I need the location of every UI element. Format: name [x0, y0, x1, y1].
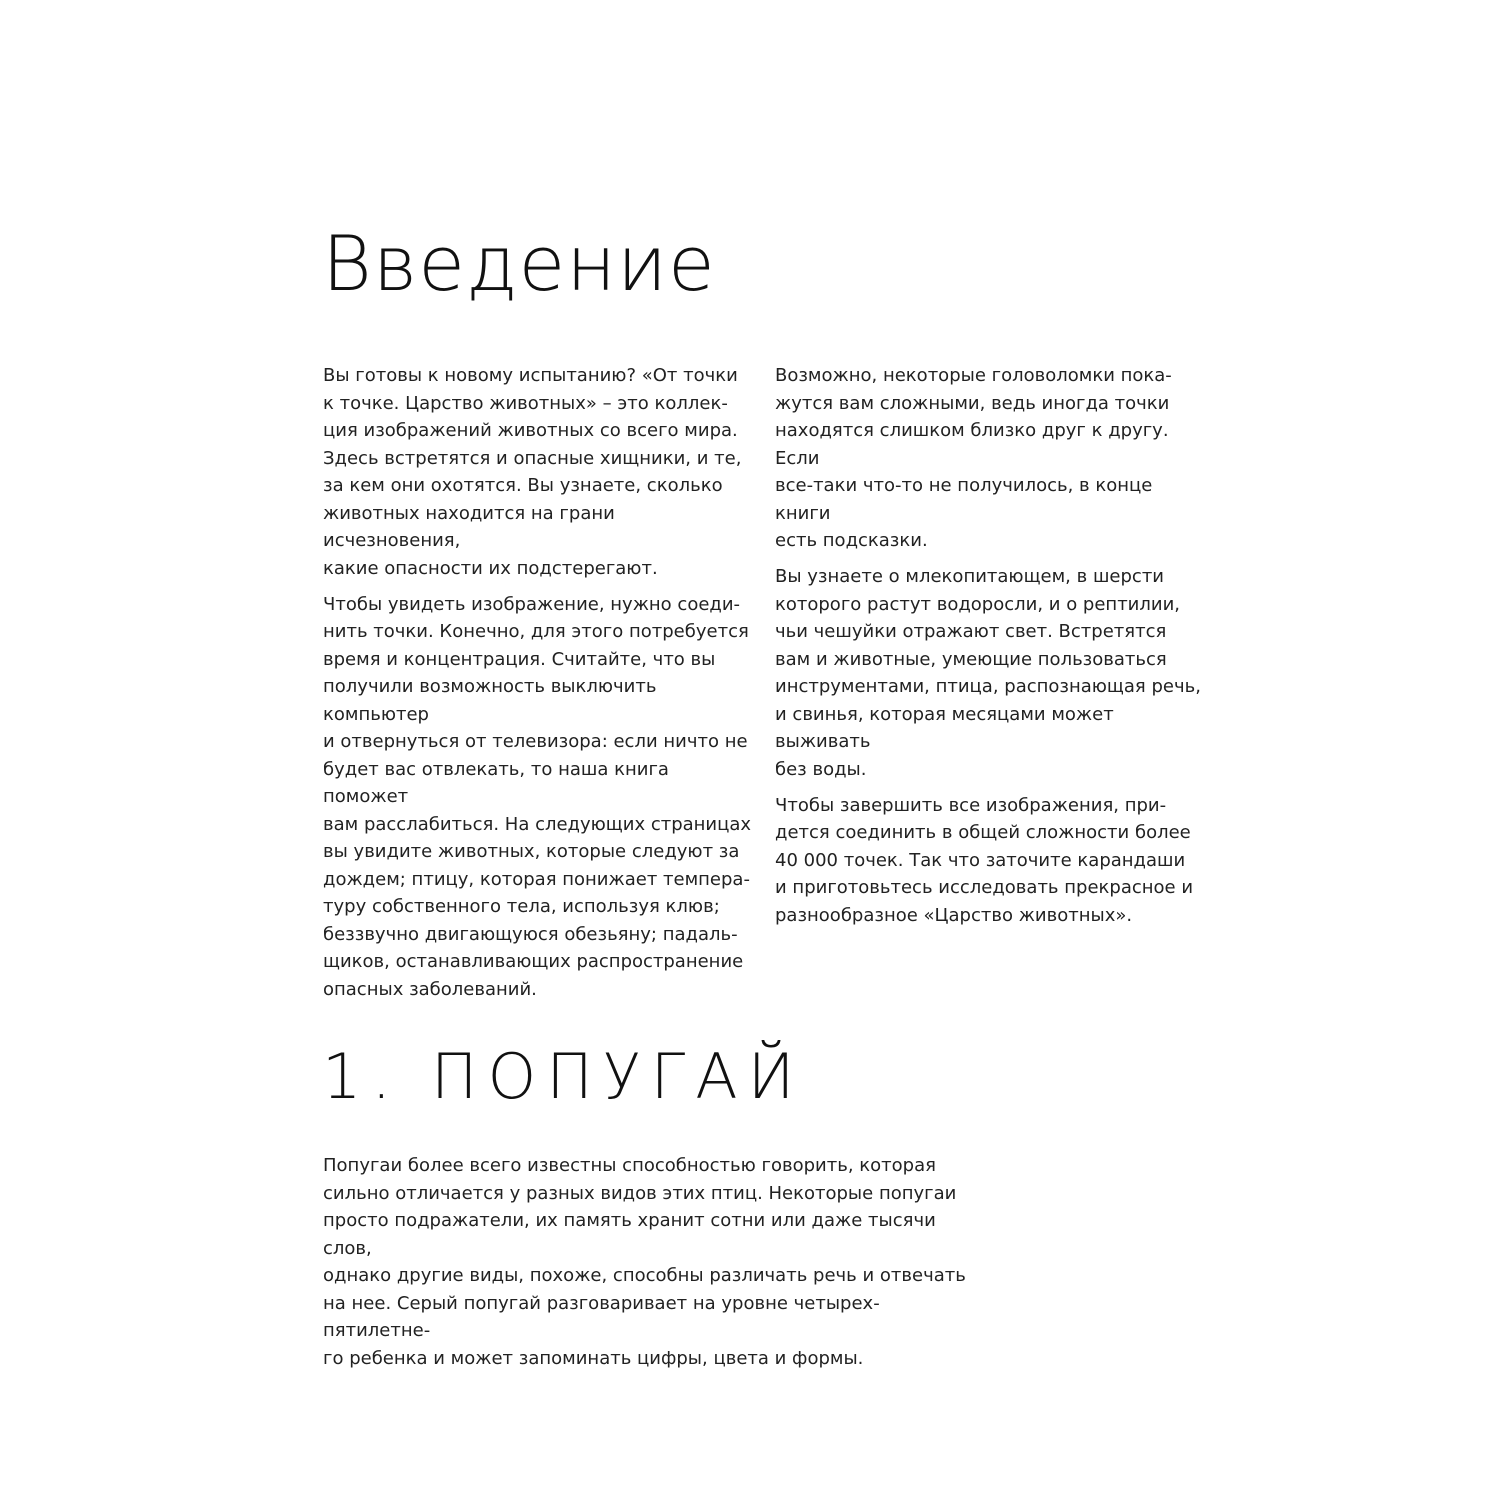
intro-paragraph: Чтобы завершить все изображения, при- дется соединить в общей сложности более 40 000 точек. Так что заточите карандаши и приготовьтесь исследовать прекрасное и разнообразное «Царство животных». — [775, 794, 1194, 926]
intro-left-column — [323, 362, 753, 1012]
intro-right-column — [775, 362, 1207, 938]
section-heading: 1. ПОПУГАЙ — [322, 1040, 805, 1113]
intro-paragraph: Вы готовы к новому испытанию? «От точки к точке. Царство животных» – это коллек- ция изображений животных со всего мира. Здесь встретятся и опасные хищники, и те, за кем они охотятся. Вы узнаете, сколько животных находится на грани исчезновения, какие опасности их подстерегают. — [323, 365, 742, 579]
section-paragraph: Попугаи более всего известны способностью говорить, которая сильно отличается у разных видов этих птиц. Некоторые попугаи просто подражатели, их память хранит сотни или даже тысячи слов, однако другие виды, похоже, способны различать речь и отвечать на нее. Серый попугай разговаривает на уровне четырех-пятилетне- го ребенка и может запоминать цифры, цвета и формы. — [323, 1155, 966, 1369]
intro-paragraph: Чтобы увидеть изображение, нужно соеди- нить точки. Конечно, для этого потребуется время и концентрация. Считайте, что вы получили возможность выключить компьютер и отвернуться от телевизора: если ничто не будет вас отвлекать, то наша книга поможет вам расслабиться. На следующих страницах вы увидите животных, которые следуют за дождем; птицу, которая понижает темпера- туру собственного тела, используя клюв; беззвучно двигающуюся обезьяну; падаль- щиков, останавливающих распространение опасных заболеваний. — [323, 593, 752, 1000]
intro-heading: Введение — [322, 219, 716, 308]
intro-paragraph: Возможно, некоторые головоломки пока- жутся вам сложными, ведь иногда точки находятся слишком близко друг к другу. Если все-таки что-то не получилось, в конце книги есть подсказки. — [775, 365, 1172, 551]
intro-paragraph: Вы узнаете о млекопитающем, в шерсти которого растут водоросли, и о рептилии, чьи чешуйки отражают свет. Встретятся вам и животные, умеющие пользоваться инструментами, птица, распознающая речь, и свинья, которая месяцами может выживать без воды. — [775, 566, 1201, 780]
